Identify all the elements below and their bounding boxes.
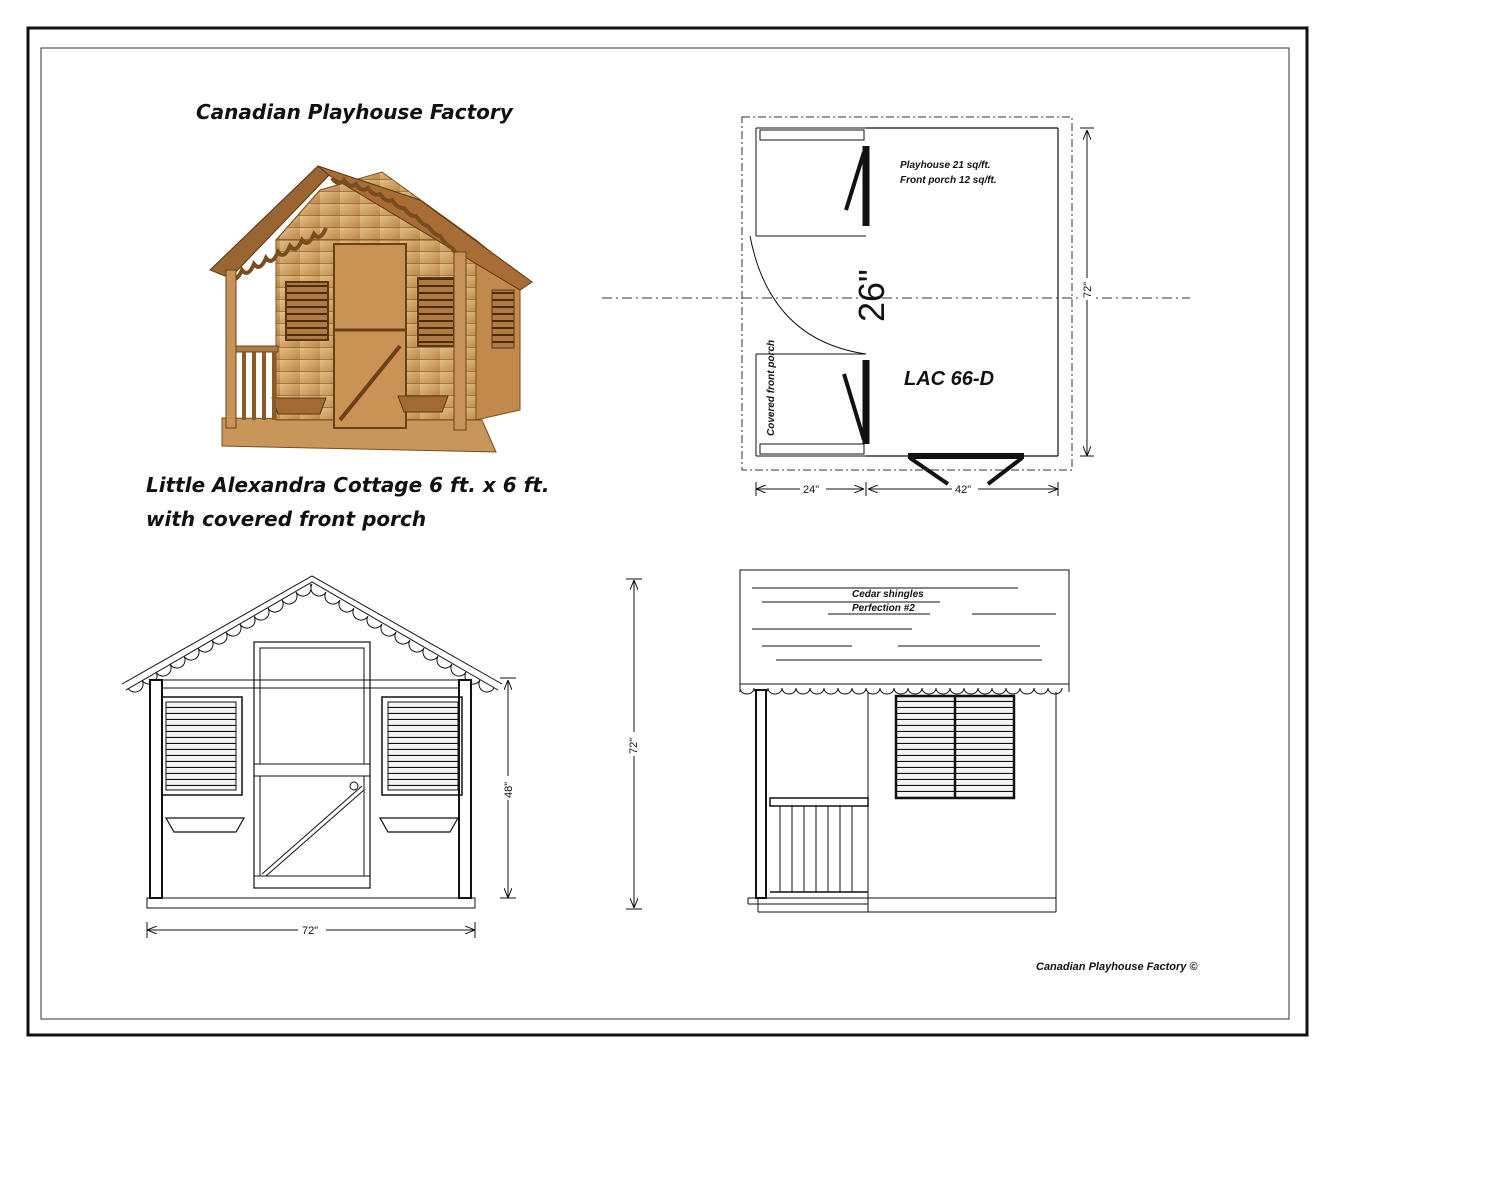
model-code-text: LAC 66-D [904,368,995,390]
dim-porch-depth-text: 24" [803,484,820,496]
outer-border [28,28,1307,1035]
roof-note-line1-text: Cedar shingles [852,589,924,600]
porch-label-text: Covered front porch [766,339,777,436]
dim-depth-total-text: 72" [1082,281,1094,298]
door-width-text: 26" [851,269,892,322]
roof-note-line2-text: Perfection #2 [852,603,915,614]
company-title: Canadian Playhouse Factory [196,100,513,124]
front-dim-width-text: 72" [302,925,319,937]
product-name-line2: with covered front porch [146,507,427,531]
inner-border [41,48,1289,1019]
floor-plan [602,117,1190,496]
cottage-illustration [210,166,532,452]
area-porch-text: Front porch 12 sq/ft. [900,175,997,186]
product-name-line1: Little Alexandra Cottage 6 ft. x 6 ft. [146,473,550,497]
front-dim-height-text: 48" [503,781,515,798]
area-playhouse-text: Playhouse 21 sq/ft. [900,160,991,171]
side-dim-height-text: 72" [628,737,640,754]
dim-house-depth-text: 42" [955,484,972,496]
side-elevation [626,570,1069,912]
copyright-text: Canadian Playhouse Factory © [1036,961,1198,973]
front-elevation [122,576,516,938]
